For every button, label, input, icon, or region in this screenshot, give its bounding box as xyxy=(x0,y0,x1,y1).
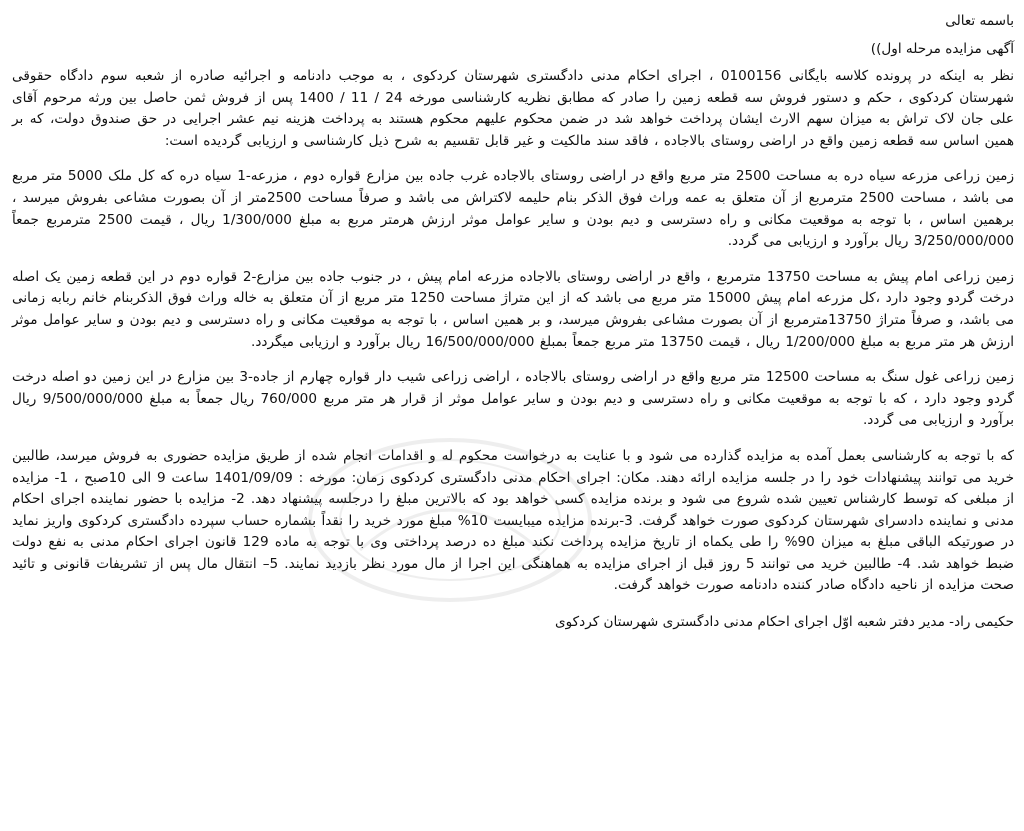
signature-line: حکیمی راد- مدیر دفتر شعبه اوّل اجرای احکام مدنی دادگستری شهرستان کردکوی xyxy=(555,614,1014,631)
intro-paragraph: نظر به اینکه در پرونده کلاسه بایگانی 0100156 ، اجرای احکام مدنی دادگستری شهرستان کردکوی ، به موجب دادنامه و اجرائیه صادره از شعبه سوم دادگاه حقوقی شهرستان کردکوی ، حکم و دستور فروش سه قطعه زمین را صادر که مطابق نظریه کارشناسی مورخه 24 / 11 / 1400 پس از فروش ثمن حاصل بین ورثه مرحوم آقای علی جان لاک تراش به میزان سهم الارث ایشان پرداخت خواهد شد در ضمن محکوم علیهم محکوم هستند به پرداخت هزینه نیم عشر اجرایی در حق صندوق دولت، که بر همین اساس سه قطعه زمین واقع در اراضی روستای بالاجاده ، فاقد سند مالکیت و غیر قابل تقسیم به شرح ذیل کارشناسی و ارزیابی گردیده است: xyxy=(12,68,1015,149)
land-item-2-paragraph: زمین زراعی امام پیش به مساحت 13750 مترمربع ، واقع در اراضی روستای بالاجاده مزرعه امام پیش ، در جنوب جاده بین مزارع-2 قواره دوم در این قطعه زمین یک اصله درخت گردو وجود دارد ،کل مزرعه امام پیش 15000 متر مربع می باشد که از این متراژ مساحت 1250 متر مربع از آن متعلق به خاله وراث فوق الذکربنام خانم ربابه زمانی می باشد، و صرفاً متراژ 13750مترمربع از آن بصورت مشاعی بفروش میرسد، و بر همین اساس ، با توجه به موقعیت مکانی و راه دسترسی و دیم بودن و سایر عوامل موثر ارزش هر متر مربع به مبلغ 1/200/000 ریال ، قیمت 13750 متر مربع جمعاً بمبلغ 16/500/000/000 ریال برآورد و ارزیابی میگردد. xyxy=(12,268,1015,350)
document-header-basmala: باسمه تعالی xyxy=(945,13,1014,29)
land-item-1-paragraph: زمین زراعی مزرعه سیاه دره به مساحت 2500 متر مربع واقع در اراضی روستای بالاجاده غرب جاده بین مزارع قواره دوم ، مزرعه-1 سیاه دره که کل ملک 5000 متر مربع می باشد ، مساحت 2500 مترمربع از آن متعلق به عمه وراث فوق الذکر بنام حلیمه لاکتراش می باشد و صرفاً مساحت 2500متر از آن بصورت مشاعی بفروش میرسد ، برهمین اساس ، با توجه به موقعیت مکانی و راه دسترسی و دیم بودن و سایر عوامل موثر ارزش هرمتر مربع به مبلغ 1/300/000 ریال ، قیمت 2500 مترمربع جمعاً 3/250/000/000 ریال برآورد و ارزیابی می گردد. xyxy=(12,168,1015,250)
document-title: آگهی مزایده مرحله اول)) xyxy=(870,41,1014,57)
auction-terms-paragraph: که با توجه به کارشناسی بعمل آمده به مزایده گذارده می شود و با عنایت به درخواست محکوم له و اقدامات انجام شده از طریق مزایده حضوری به فروش میرسد، طالبین خرید می توانند پیشنهادات خود را در جلسه مزایده ارائه دهند. مکان: اجرای احکام مدنی دادگستری کردکوی زمان: مورخه : 1401/09/09 ساعت 9 الی 10صبح ، 1- مزایده از مبلغی که توسط کارشناس تعیین شده شروع می شود و برنده مزایده کسی خواهد بود که بالاترین مبلغ را درجلسه پیشنهاد دهد. 2- مزایده با حضور نماینده اجرای احکام مدنی و نماینده دادسرای شهرستان کردکوی صورت خواهد گرفت. 3-برنده مزایده میبایست 10% مبلغ مورد خرید را نقداً بشماره حساب سپرده دادگستری کردکوی واریز نماید در صورتیکه الباقی مبلغ به میزان 90% را طی یکماه از تاریخ مزایده پرداخت نکند مبلغ ده درصد پرداختی وی با توجه به ماده 129 قانون اجرای احکام مدنی به نفع دولت ضبط خواهد شد. 4- طالبین خرید می توانند 5 روز قبل از اجرای مزایده به هماهنگی این اجرا از مال مورد نظر بازدید نمایند. 5– انتقال مال پس از تشریفات قانونی و تائید صحت مزایده از ناحیه دادگاه صادر کننده دادنامه صورت خواهد گرفت. xyxy=(12,447,1015,594)
land-item-3-paragraph: زمین زراعی غول سنگ به مساحت 12500 متر مربع واقع در اراضی روستای بالاجاده ، اراضی زراعی شیب دار قواره چهارم از جاده-3 بین مزارع در این زمین دو اصله درخت گردو وجود دارد ، که با توجه به موقعیت مکانی و راه دسترسی و دیم بودن و سایر عوامل موثر از قرار هر متر مربع 760/000 ریال جمعاً به مبلغ 9/500/000/000 ریال برآورد و ارزیابی می گردد. xyxy=(12,369,1014,429)
